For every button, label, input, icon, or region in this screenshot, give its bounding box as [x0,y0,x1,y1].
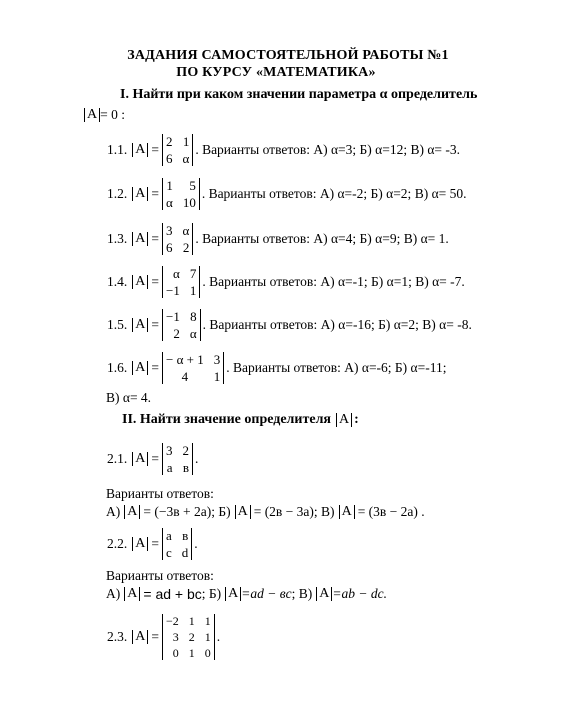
matrix-cell: 2 [182,240,190,255]
matrix-cell: 1 [204,614,211,628]
matrix-cell: 7 [189,266,197,281]
matrix-cell: 1 [213,369,221,384]
section2-heading: II. Найти значение определителя [122,412,332,427]
matrix-cell: 8 [190,309,197,324]
abs-a: A [132,630,148,644]
end-dot: . [194,536,198,551]
item-2-2-answers [106,586,387,602]
matrix-cell: 1 [188,614,195,628]
abs-a: A [132,318,148,332]
answer-b-prefix: ; Б) [211,504,231,519]
answer-options: . Варианты ответов: А) α=-1; Б) α=1; В) α= -7. [202,274,465,289]
variants-label: Варианты ответов: [106,568,214,583]
matrix-cell: 1 [188,646,195,660]
answer-b-prefix: ; Б) [201,586,222,601]
answer-c-prefix: ; В) [291,586,313,601]
matrix-1-4 [162,266,200,298]
item-2-1-answers [106,504,425,520]
document-title-line2: ПО КУРСУ «МАТЕМАТИКА» [176,65,376,80]
answer-options: . Варианты ответов: А) α=3; Б) α=12; В) α= -3. [195,142,460,157]
abs-a: A [132,361,148,375]
abs-a: A [336,413,352,427]
matrix-cell: − α + 1 [166,352,204,367]
answer-a-expr: = (−3в + 2а) [143,504,212,519]
abs-a: A [124,505,140,519]
matrix-cell: 3 [166,223,173,238]
abs-a: A [84,108,100,122]
item-2-2: 2.2. A = a в c d . [107,528,198,560]
matrix-cell: 0 [204,646,211,660]
item-1-3: 1.3. A = 3 α 6 2 . Варианты ответов: А) α=4; Б) α=9; В) α= 1. [107,223,449,255]
matrix-cell: а [166,460,173,475]
abs-a: A [316,587,332,601]
answer-a-prefix: А) [106,586,121,601]
item-2-1: 2.1. A = 3 2 а в . [107,443,199,475]
variants-label: Варианты ответов: [106,486,214,501]
matrix-cell: −2 [166,614,179,628]
item-1-6: 1.6. A = − α + 1 3 4 1 . Варианты ответов: А) α=-6; Б) α=-11; [107,352,447,384]
matrix-cell: 2 [188,630,195,644]
matrix-cell: α [182,151,190,166]
section2-colon: : [354,412,359,427]
answer-c-expr: = (3в − 2а) . [357,504,425,519]
matrix-cell: 2 [173,326,180,341]
matrix-2-3 [162,614,215,660]
matrix-cell: 3 [172,630,179,644]
matrix-cell: α [182,223,190,238]
matrix-cell: 2 [166,134,173,149]
matrix-cell: 1 [204,630,211,644]
abs-a: A [132,187,148,201]
answer-a-prefix: А) [106,504,121,519]
answer-b-expr: = (2в − 3а) [253,504,314,519]
item-label: 1.6. [107,360,128,375]
abs-a: A [132,143,148,157]
answer-b-expr: =ad − вc [241,586,292,601]
matrix-cell: 5 [189,178,196,193]
matrix-cell: 2 [182,443,189,458]
matrix-cell: 3 [166,443,173,458]
section1-condition-text: = 0 : [100,107,125,122]
item-label: 1.2. [107,186,128,201]
matrix-cell: 1 [182,134,190,149]
matrix-1-1 [162,134,193,166]
abs-a: A [235,505,251,519]
item-label: 1.5. [107,317,128,332]
matrix-cell: 10 [182,195,196,210]
answer-c-expr: =ab − dc. [332,586,387,601]
document-title-line1: ЗАДАНИЯ САМОСТОЯТЕЛЬНОЙ РАБОТЫ №1 [127,48,449,63]
item-1-4: 1.4. A = α 7 −1 1 . Варианты ответов: А) α=-1; Б) α=1; В) α= -7. [107,266,465,298]
matrix-cell: α [189,326,197,341]
abs-a: A [339,505,355,519]
matrix-cell: 1 [166,178,173,193]
section1-condition [84,107,125,123]
matrix-cell: c [166,545,172,560]
matrix-2-2 [162,528,192,560]
answer-options: . Варианты ответов: А) α=4; Б) α=9; В) α= 1. [195,231,449,246]
matrix-cell: −1 [166,309,180,324]
matrix-2-1 [162,443,193,475]
item-2-3: 2.3. A = −2 1 1 3 2 1 0 1 0 . [107,614,221,660]
answer-options: . Варианты ответов: А) α=-16; Б) α=2; В) α= -8. [202,317,472,332]
matrix-cell: d [181,545,189,560]
item-label: 2.3. [107,629,128,644]
item-label: 1.4. [107,274,128,289]
matrix-cell: 3 [213,352,221,367]
item-1-1: 1.1. A = 2 1 6 α . Варианты ответов: А) α=3; Б) α=12; В) α= -3. [107,134,460,166]
item-label: 2.1. [107,451,128,466]
item-label: 1.1. [107,142,128,157]
end-dot: . [195,451,199,466]
matrix-cell: 6 [166,151,173,166]
matrix-1-5 [162,309,201,341]
abs-a: A [124,587,140,601]
matrix-1-6 [162,352,224,384]
item-label: 2.2. [107,536,128,551]
item-1-5: 1.5. A = −1 8 2 α . Варианты ответов: А) α=-16; Б) α=2; В) α= -8. [107,309,472,341]
matrix-cell: −1 [166,283,180,298]
answer-options: . Варианты ответов: А) α=-2; Б) α=2; В) α= 50. [201,186,467,201]
abs-a: A [225,587,241,601]
end-dot: . [216,629,221,644]
section2-heading-line [122,412,359,428]
abs-a: A [132,275,148,289]
abs-a: A [132,232,148,246]
matrix-cell: в [182,460,189,475]
matrix-cell: α [173,266,180,281]
matrix-cell: 6 [166,240,173,255]
matrix-cell: 0 [172,646,179,660]
matrix-cell: α [166,195,173,210]
matrix-cell: 1 [189,283,197,298]
item-1-2: 1.2. A = 1 5 α 10 . Варианты ответов: А) α=-2; Б) α=2; В) α= 50. [107,178,467,210]
abs-a: A [132,537,148,551]
section1-heading: I. Найти при каком значении параметра α определитель [120,87,478,102]
matrix-cell: 4 [181,369,189,384]
answer-a-expr: = ad + bc [143,586,202,602]
abs-a: A [132,452,148,466]
answer-c-prefix: ; В) [313,504,335,519]
item-label: 1.3. [107,231,128,246]
answer-options: . Варианты ответов: А) α=-6; Б) α=-11; [226,360,447,375]
matrix-cell: a [166,528,172,543]
item-1-6-continuation: В) α= 4. [106,390,152,405]
matrix-1-2 [162,178,200,210]
matrix-cell: в [182,528,189,543]
matrix-1-3 [162,223,193,255]
